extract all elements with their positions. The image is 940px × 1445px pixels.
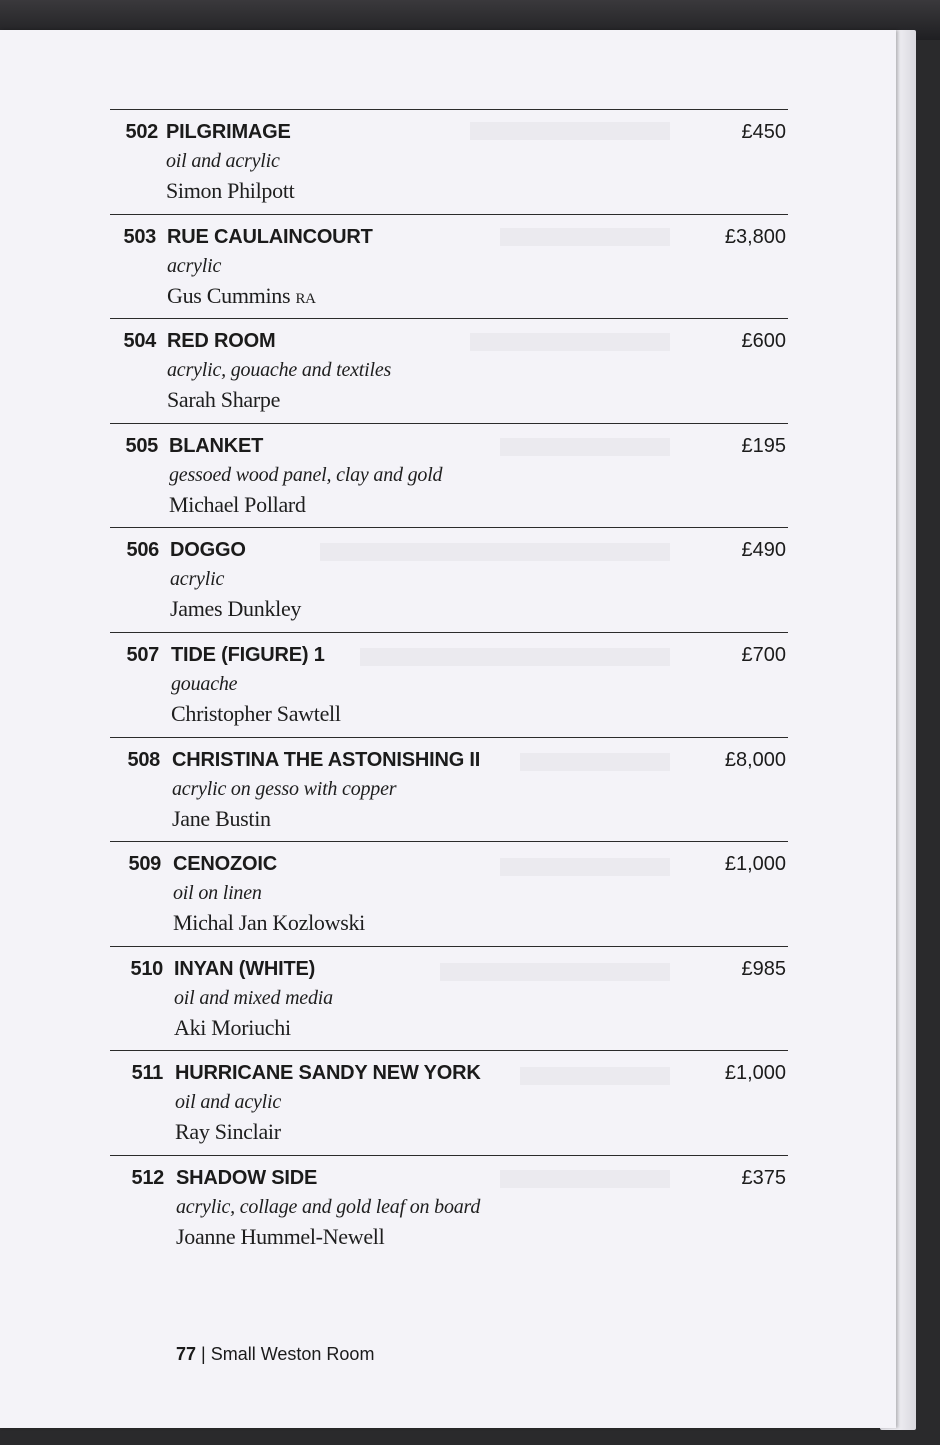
- artwork-price: £600: [741, 330, 786, 353]
- artwork-medium: acrylic on gesso with copper: [172, 777, 397, 800]
- artist-name: Michal Jan Kozlowski: [173, 910, 365, 936]
- catalogue-entry: [110, 737, 788, 842]
- lot-number: 510: [130, 957, 163, 980]
- artwork-medium: acrylic, collage and gold leaf on board: [176, 1195, 481, 1218]
- artwork-price: £1,000: [724, 1062, 786, 1085]
- artist-name: Aki Moriuchi: [174, 1014, 291, 1040]
- artwork-title: RUE CAULAINCOURT: [167, 225, 373, 248]
- lot-number: 503: [123, 225, 156, 248]
- artist-name: James Dunkley: [170, 596, 302, 622]
- artwork-medium: gessoed wood panel, clay and gold: [169, 463, 443, 486]
- artist-name: [167, 283, 316, 309]
- artwork-title: TIDE (FIGURE) 1: [171, 643, 325, 666]
- artwork-medium: acrylic: [167, 254, 222, 277]
- artist-name: Sarah Sharpe: [167, 387, 281, 413]
- artwork-price: £490: [741, 539, 786, 562]
- artwork-medium: acrylic: [170, 568, 225, 591]
- catalogue-entry: [110, 109, 788, 214]
- catalogue-entry: [110, 841, 788, 946]
- artist-name: Joanne Hummel-Newell: [176, 1223, 385, 1249]
- catalogue-entry: [110, 1050, 788, 1155]
- artwork-title: CENOZOIC: [173, 853, 277, 876]
- lot-number: 504: [123, 330, 156, 353]
- lot-number: 512: [131, 1166, 164, 1189]
- artwork-medium: oil and acylic: [175, 1091, 282, 1114]
- artwork-price: £195: [741, 434, 786, 457]
- catalogue-entry: [110, 214, 788, 319]
- artwork-medium: acrylic, gouache and textiles: [167, 359, 392, 382]
- lot-number: 509: [128, 853, 161, 876]
- artwork-price: £450: [741, 121, 786, 143]
- catalogue-entry: [110, 318, 788, 423]
- catalogue-entry: [110, 1155, 788, 1260]
- page-footer: [176, 1344, 374, 1365]
- artist-honour-suffix: ra: [295, 282, 316, 308]
- section-name: Small Weston Room: [210, 1344, 375, 1364]
- lot-number: 505: [125, 434, 158, 457]
- artist-name-text: Gus Cummins: [167, 282, 291, 308]
- artwork-title: PILGRIMAGE: [166, 121, 291, 143]
- artwork-title: CHRISTINA THE ASTONISHING II: [172, 748, 481, 771]
- artwork-medium: oil and mixed media: [174, 986, 333, 1009]
- footer-separator: |: [201, 1344, 206, 1364]
- artwork-price: £985: [741, 957, 786, 980]
- artist-name: Jane Bustin: [172, 805, 271, 831]
- artwork-title: DOGGO: [170, 539, 246, 562]
- artwork-price: £1,000: [724, 853, 786, 876]
- lot-number: 502: [125, 121, 158, 143]
- artist-name: Christopher Sawtell: [171, 700, 341, 726]
- artwork-title: HURRICANE SANDY NEW YORK: [175, 1062, 481, 1085]
- lot-number: 511: [131, 1062, 163, 1085]
- artwork-medium: gouache: [171, 672, 238, 695]
- artist-name: Ray Sinclair: [175, 1119, 281, 1145]
- catalogue-page: [0, 30, 896, 1428]
- artwork-title: BLANKET: [169, 434, 264, 457]
- artwork-price: £3,800: [724, 225, 786, 248]
- artwork-price: £700: [741, 643, 786, 666]
- artist-name: Simon Philpott: [166, 178, 295, 203]
- catalogue-entry: [110, 632, 788, 737]
- artwork-medium: oil and acrylic: [166, 150, 280, 172]
- artwork-medium: oil on linen: [173, 882, 262, 905]
- artwork-price: £8,000: [724, 748, 786, 771]
- artwork-title: INYAN (WHITE): [174, 957, 316, 980]
- lot-number: 507: [126, 643, 159, 666]
- artist-name: Michael Pollard: [169, 491, 306, 517]
- catalogue-entry: [110, 423, 788, 528]
- artwork-title: RED ROOM: [167, 330, 276, 353]
- page-number: 77: [176, 1344, 197, 1364]
- artwork-price: £375: [741, 1166, 786, 1189]
- catalogue-entry: [110, 946, 788, 1051]
- catalogue-entry: [110, 527, 788, 632]
- lot-number: 506: [126, 539, 159, 562]
- catalogue-list: [110, 109, 788, 1260]
- artwork-title: SHADOW SIDE: [176, 1166, 318, 1189]
- lot-number: 508: [127, 748, 160, 771]
